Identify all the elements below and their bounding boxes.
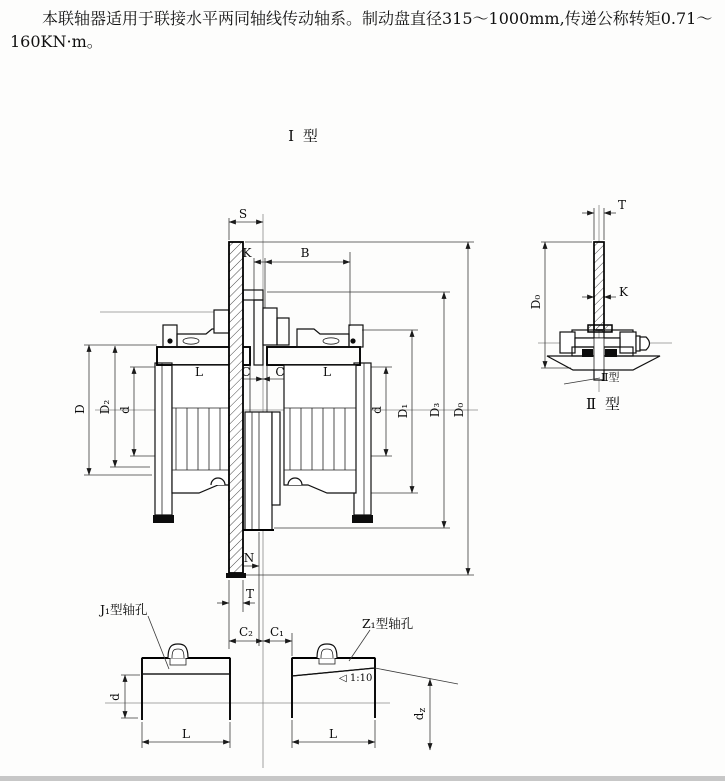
j1-hole-label: J₁型轴孔	[100, 602, 148, 617]
dim-label-n: N	[243, 551, 255, 565]
dim-label-c2: C₂	[239, 625, 253, 639]
brake-disc	[226, 242, 246, 578]
dim-label-d2: D₂	[98, 399, 112, 415]
dim-label-b: B	[300, 246, 310, 260]
key-boss-z1	[317, 644, 337, 658]
seal-ring-right	[350, 338, 355, 343]
dim-label-d1: D₁	[396, 403, 410, 419]
dim-label-t: T	[245, 587, 255, 601]
dim-label-d-right: d	[370, 406, 384, 414]
dim-label-l-z1: L	[329, 727, 337, 741]
dim-label-s: S	[238, 207, 248, 221]
intro-line-2: 160KN·m。	[10, 32, 103, 52]
type2-inline-label: Ⅱ型	[601, 371, 620, 384]
dim-label-t-type2: T	[618, 198, 627, 212]
dz-base: d	[412, 712, 426, 721]
bolt-head	[640, 337, 650, 350]
dim-label-l-j1: L	[182, 727, 190, 741]
cover-right	[297, 329, 349, 347]
shaft-spacer	[245, 412, 272, 530]
dim-label-d0: D₀	[452, 402, 466, 418]
dim-label-d-j1: d	[108, 693, 122, 701]
j1-hub	[142, 644, 230, 720]
dim-label-d0-type2: D₀	[529, 294, 543, 310]
dim-label-d-left: d	[118, 406, 132, 414]
dim-label-d-cap: D	[73, 404, 87, 414]
dim-label-c-right: C	[275, 365, 285, 379]
dim-label-c1: C₁	[270, 625, 284, 639]
dim-label-l-right: L	[323, 365, 331, 379]
dim-label-c-left: C	[241, 365, 251, 379]
taper-annotation: ◁ 1:10	[339, 673, 373, 684]
dim-label-k-type2: K	[619, 285, 628, 299]
scan-edge	[0, 776, 725, 781]
seal-ring-left	[167, 338, 172, 343]
brake-disc-type2	[588, 242, 612, 332]
dim-label-k: K	[242, 246, 252, 260]
dz-sub: z	[418, 707, 428, 713]
bolt-nut-left	[560, 332, 575, 353]
key-boss-j1	[168, 644, 188, 658]
dim-label-d3: D₃	[428, 402, 442, 418]
type2-caption: Ⅱ 型	[586, 395, 622, 413]
sleeve-ring-left	[155, 363, 172, 515]
type1-caption: Ⅰ 型	[288, 127, 320, 145]
type2-drawing	[529, 198, 672, 413]
disc-adapter-arm	[243, 290, 263, 300]
hub-left	[172, 365, 232, 493]
dim-label-dz	[412, 708, 428, 721]
flange-right	[267, 347, 360, 365]
z1-hole-label: Z₁型轴孔	[362, 616, 414, 631]
dim-label-l-left: L	[195, 365, 203, 379]
intro-line-1: 本联轴器适用于联接水平两同轴线传动轴系。制动盘直径315～1000mm,传递公称转矩0.71～	[42, 9, 713, 28]
disc-adapter-column	[254, 300, 263, 365]
type1-drawing	[73, 127, 478, 768]
